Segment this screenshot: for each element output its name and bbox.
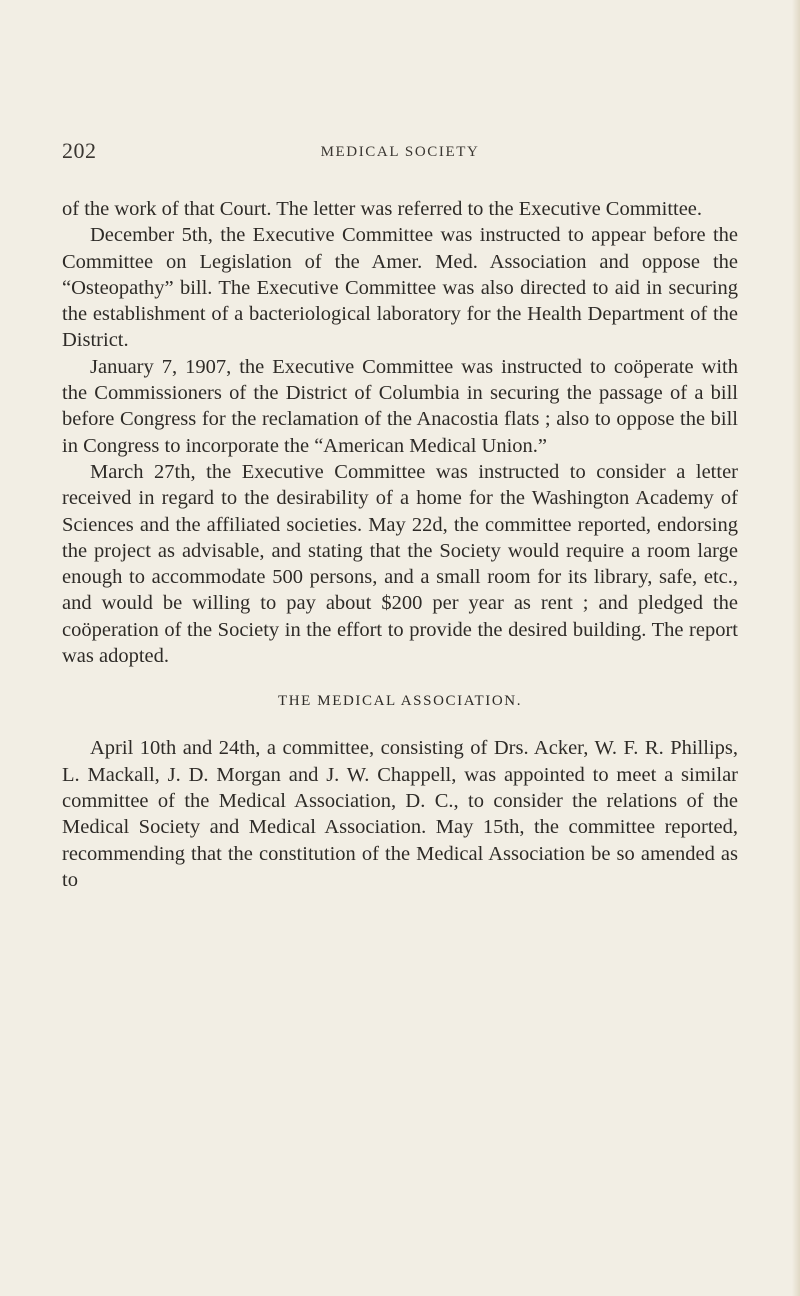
paragraph: March 27th, the Executive Committee was instructed to consider a letter received in regard to the desirability of a home for the Washington Academy of Sciences and the affiliated societies. May 22d, the committee reported, endorsing the project as advisable, and stating that the Society would require a room large enough to accommodate 500 persons, and a small room for its library, safe, etc., and would be willing to pay about $200 per year as rent ; and pledged the coöperation of the Society in the effort to provide the desired building. The report was adopted. bbox=[62, 460, 738, 668]
body-text bbox=[62, 196, 738, 893]
page-number: 202 bbox=[62, 138, 97, 163]
section-heading: THE MEDICAL ASSOCIATION. bbox=[277, 693, 523, 710]
paragraph: January 7, 1907, the Executive Committee was instructed to coöperate with the Commissioners of the District of Columbia in securing the passage of a bill before Congress for the reclamation of the Anacostia flats ; also to oppose the bill in Congress to incorporate the “American Medical Union.” bbox=[62, 355, 738, 457]
paragraph: of the work of that Court. The letter was referred to the Executive Committee. bbox=[62, 198, 703, 220]
page-header bbox=[0, 138, 800, 178]
paragraph: December 5th, the Executive Committee was instructed to appear before the Committee on Legislation of the Amer. Med. Association and oppose the “Osteopathy” bill. The Executive Committee was also directed to aid in securing the establishment of a bacteriological laboratory for the Health Department of the District. bbox=[62, 224, 738, 352]
running-head: MEDICAL SOCIETY bbox=[320, 144, 480, 160]
paragraph: April 10th and 24th, a committee, consisting of Drs. Acker, W. F. R. Phillips, L. Mackall, J. D. Morgan and J. W. Chappell, was appointed to meet a similar committee of the Medical Association, D. C., to consider the relations of the Medical Society and Medical Association. May 15th, the committee reported, recommending that the constitution of the Medical Association be so amended as to bbox=[62, 737, 738, 891]
page-edge-shadow bbox=[792, 0, 800, 1296]
